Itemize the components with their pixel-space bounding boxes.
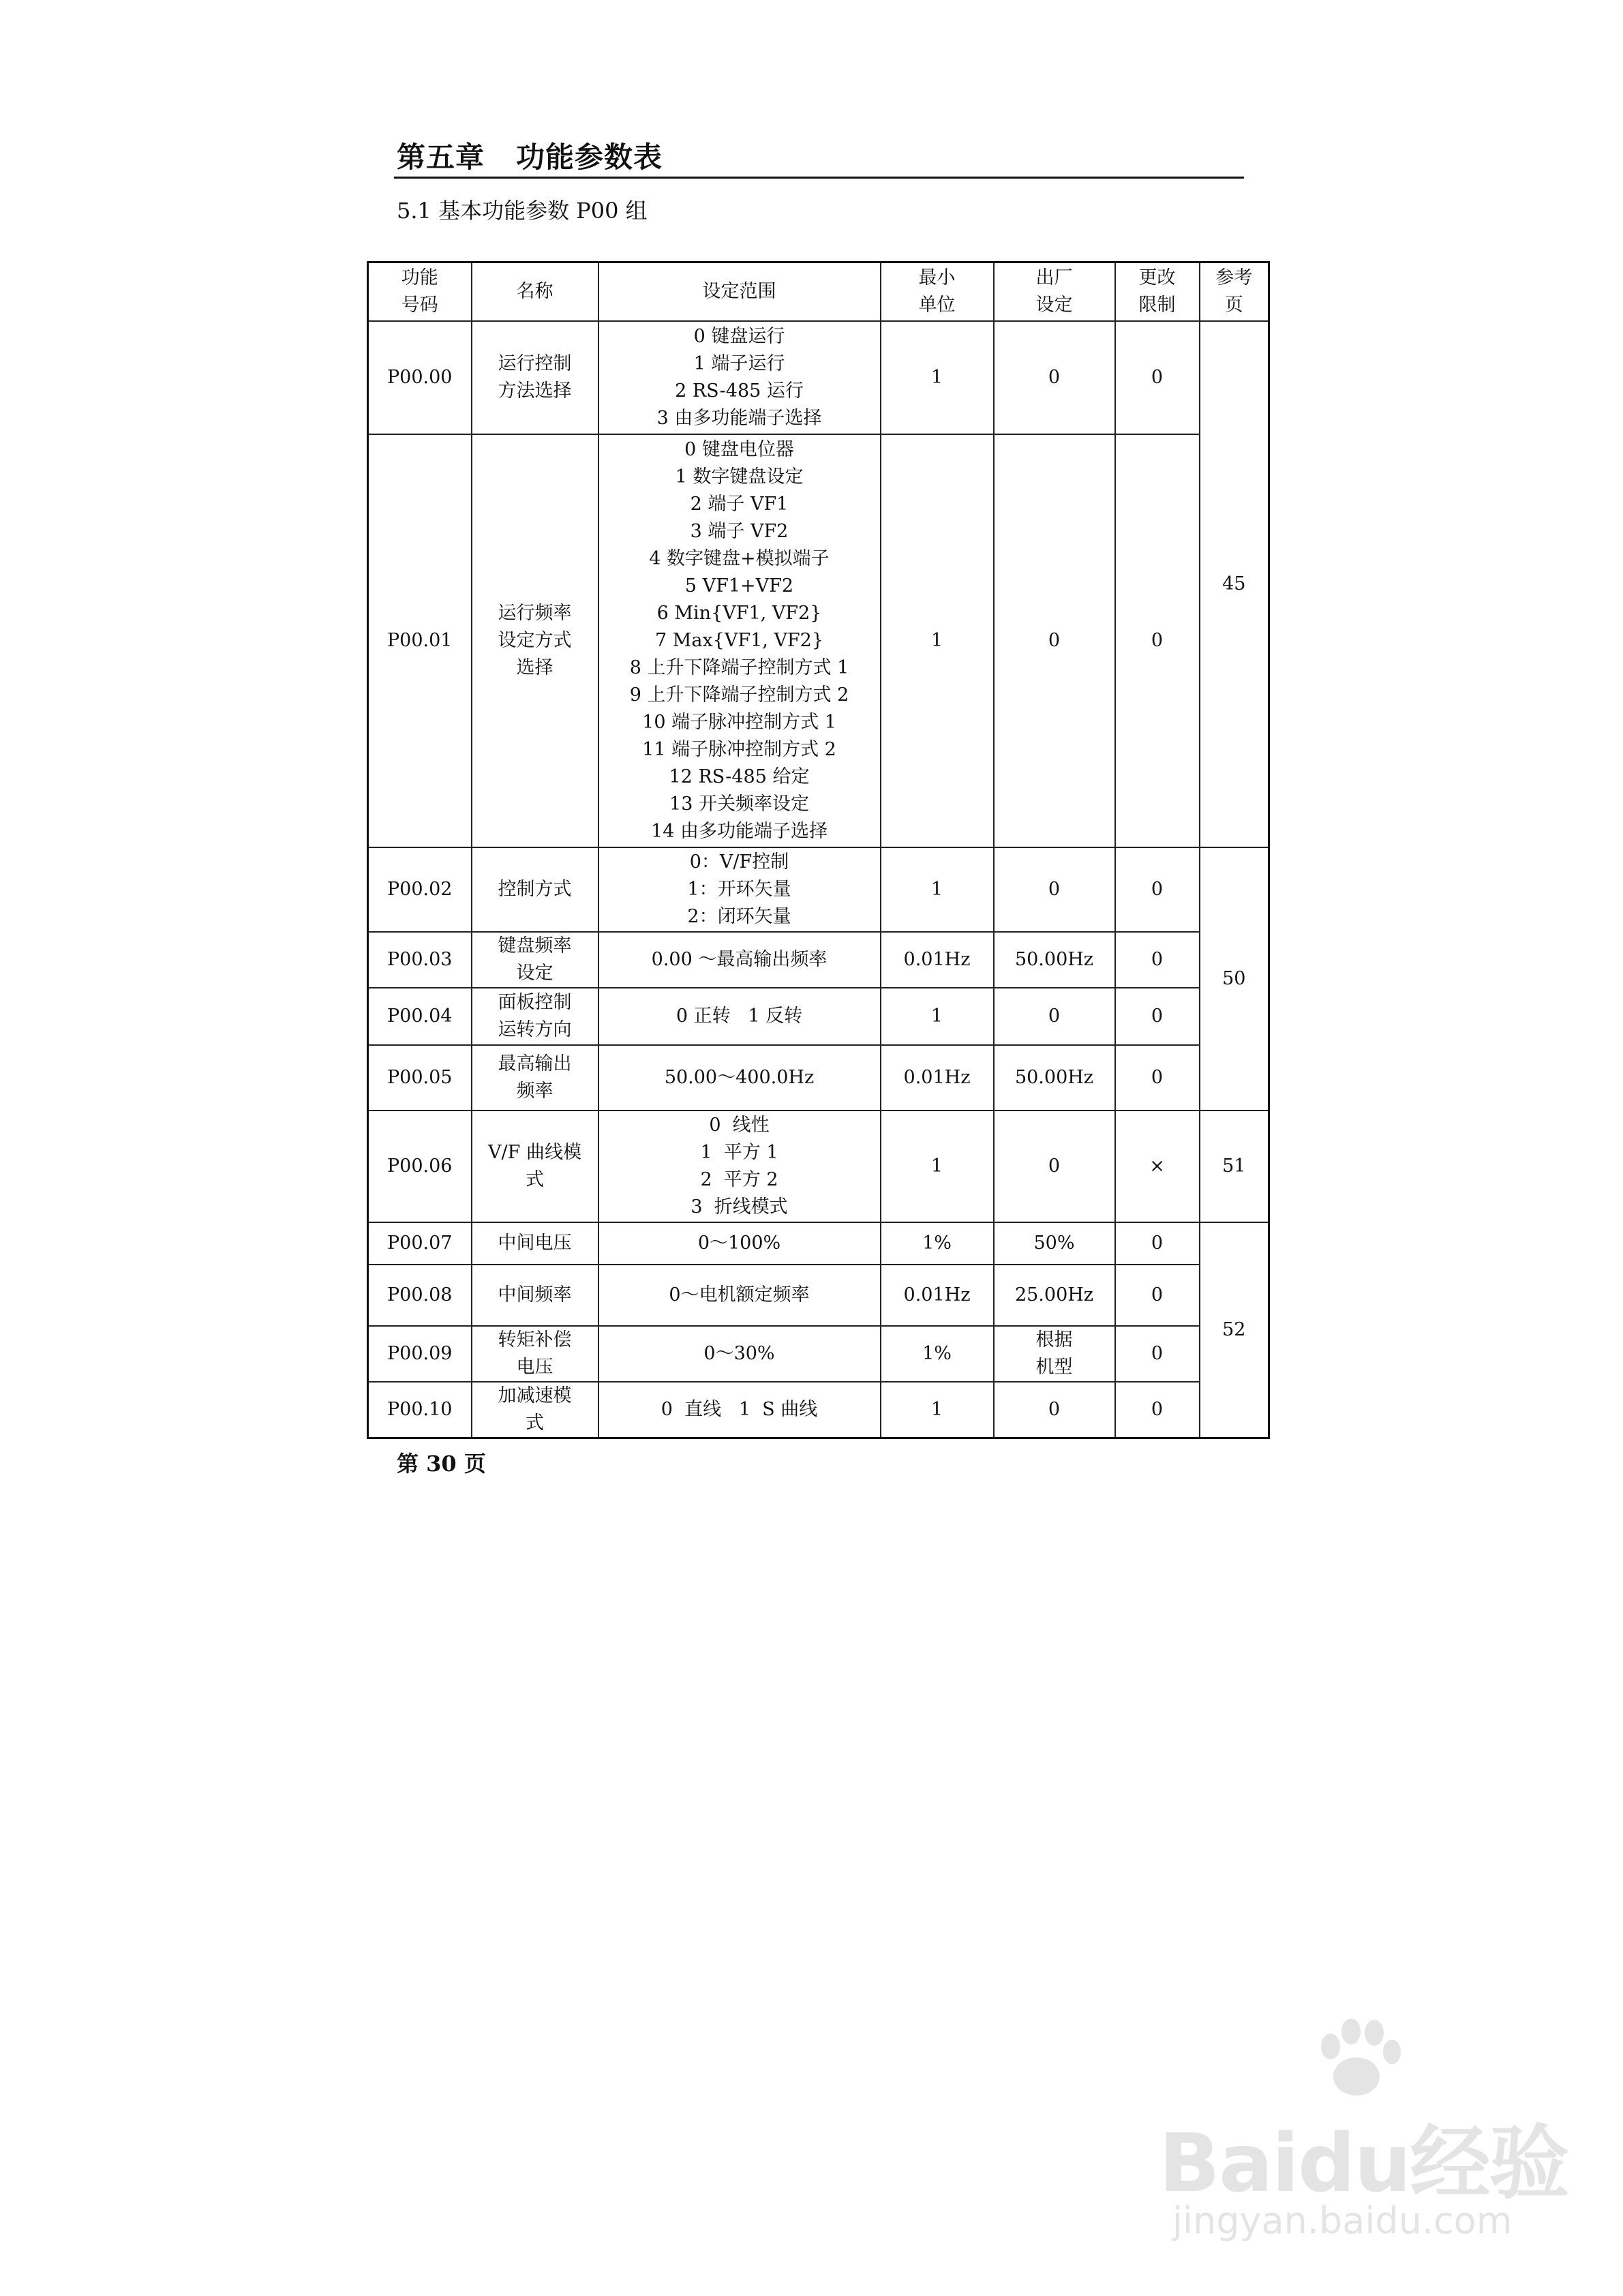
chapter-number: 第五章 [397,140,485,174]
chapter-heading [397,135,1242,176]
param-code: P00.06 [368,1111,472,1222]
param-unit: 1 [881,434,994,847]
param-range: 0～30% [598,1326,881,1382]
param-code: P00.00 [368,321,472,434]
section-title: 5.1 基本功能参数 P00 组 [397,198,648,224]
param-change: 0 [1115,1326,1200,1382]
param-name: 运行控制 方法选择 [472,321,598,434]
param-unit: 0.01Hz [881,1265,994,1326]
header-page: 参考 页 [1200,262,1269,321]
param-code: P00.03 [368,932,472,988]
table-row [368,988,1269,1045]
param-range: 0 键盘运行 1 端子运行 2 RS-485 运行 3 由多功能端子选择 [598,321,881,434]
param-name: 面板控制 运转方向 [472,988,598,1045]
ref-page: 45 [1200,321,1269,847]
table-row [368,847,1269,932]
param-range: 0 线性 1 平方 1 2 平方 2 3 折线模式 [598,1111,881,1222]
param-default: 0 [994,1382,1115,1438]
param-code: P00.09 [368,1326,472,1382]
table-row [368,321,1269,434]
table-row [368,1382,1269,1438]
table-row [368,1265,1269,1326]
ref-page: 50 [1200,847,1269,1111]
header-code: 功能 号码 [368,262,472,321]
table-row [368,1222,1269,1265]
param-name: V/F 曲线模 式 [472,1111,598,1222]
param-code: P00.10 [368,1382,472,1438]
param-unit: 0.01Hz [881,1045,994,1111]
watermark-url: jingyan.baidu.com [1172,2199,1513,2242]
ref-page: 52 [1200,1222,1269,1438]
table-header-row [368,262,1269,321]
param-default: 0 [994,1111,1115,1222]
param-range: 0：V/F控制 1：开环矢量 2：闭环矢量 [598,847,881,932]
chapter-title: 功能参数表 [516,140,663,174]
parameter-table [367,261,1270,1439]
header-name: 名称 [472,262,598,321]
param-code: P00.02 [368,847,472,932]
param-change: 0 [1115,1045,1200,1111]
header-change: 更改 限制 [1115,262,1200,321]
table-row [368,1111,1269,1222]
param-change: × [1115,1111,1200,1222]
param-default: 50% [994,1222,1115,1265]
param-change: 0 [1115,321,1200,434]
param-code: P00.05 [368,1045,472,1111]
param-code: P00.07 [368,1222,472,1265]
table-row [368,1326,1269,1382]
param-unit: 0.01Hz [881,932,994,988]
param-change: 0 [1115,1382,1200,1438]
header-default: 出厂 设定 [994,262,1115,321]
param-change: 0 [1115,434,1200,847]
param-name: 中间频率 [472,1265,598,1326]
param-change: 0 [1115,932,1200,988]
param-default: 0 [994,847,1115,932]
param-range: 0 键盘电位器 1 数字键盘设定 2 端子 VF1 3 端子 VF2 4 数字键盘+模拟端子 5 VF1+VF2 6 Min{VF1, VF2} 7 Max{VF1, VF2} 8 上升下降端子控制方式 1 9 上升下降端子控制方式 2 10 端子脉冲控制方式 1 11 端子脉冲控制方式 2 12 RS-485 给定 13 开关频率设定 14 由多功能端子选择 [598,434,881,847]
ref-page: 51 [1200,1111,1269,1222]
param-unit: 1 [881,988,994,1045]
param-change: 0 [1115,847,1200,932]
param-default: 根据 机型 [994,1326,1115,1382]
baidu-watermark [1152,2011,1588,2256]
param-code: P00.08 [368,1265,472,1326]
param-unit: 1 [881,321,994,434]
table-row [368,932,1269,988]
param-name: 运行频率 设定方式 选择 [472,434,598,847]
param-name: 键盘频率 设定 [472,932,598,988]
param-range: 0.00 ～最高输出频率 [598,932,881,988]
watermark-brand: Baidu经验 [1159,2116,1568,2210]
param-unit: 1 [881,1382,994,1438]
param-default: 0 [994,321,1115,434]
param-unit: 1% [881,1326,994,1382]
param-unit: 1 [881,1111,994,1222]
page-number: 第 30 页 [397,1451,486,1477]
param-change: 0 [1115,1222,1200,1265]
param-unit: 1% [881,1222,994,1265]
param-name: 中间电压 [472,1222,598,1265]
param-name: 最高输出 频率 [472,1045,598,1111]
param-code: P00.04 [368,988,472,1045]
param-range: 0～电机额定频率 [598,1265,881,1326]
param-change: 0 [1115,988,1200,1045]
table-row [368,1045,1269,1111]
header-unit: 最小 单位 [881,262,994,321]
table-row [368,434,1269,847]
param-default: 25.00Hz [994,1265,1115,1326]
param-name: 加减速模 式 [472,1382,598,1438]
param-range: 0 正转 1 反转 [598,988,881,1045]
param-default: 0 [994,988,1115,1045]
param-name: 转矩补偿 电压 [472,1326,598,1382]
paw-icon [1152,2011,1588,2100]
param-range: 0 直线 1 S 曲线 [598,1382,881,1438]
param-name: 控制方式 [472,847,598,932]
header-range: 设定范围 [598,262,881,321]
param-range: 0～100% [598,1222,881,1265]
param-default: 50.00Hz [994,1045,1115,1111]
param-default: 50.00Hz [994,932,1115,988]
param-unit: 1 [881,847,994,932]
heading-rule [394,177,1244,179]
param-change: 0 [1115,1265,1200,1326]
param-default: 0 [994,434,1115,847]
param-range: 50.00～400.0Hz [598,1045,881,1111]
param-code: P00.01 [368,434,472,847]
